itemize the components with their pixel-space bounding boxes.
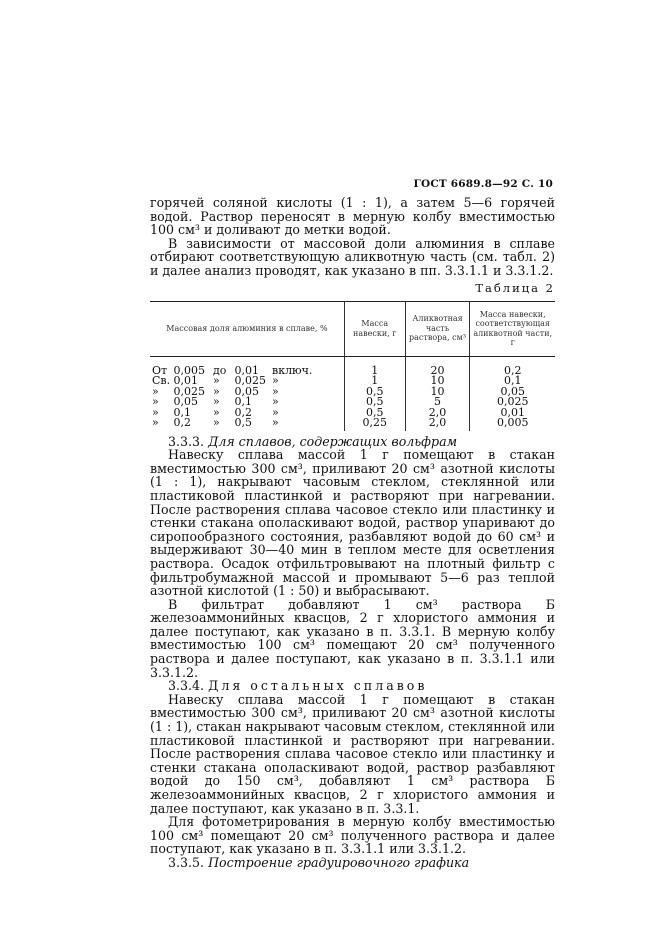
page-header: ГОСТ 6689.8—92 С. 10 — [413, 178, 553, 190]
paragraph: Навеску сплава массой 1 г помещают в стакан вместимостью 300 см³, приливают 20 см³ азотной кислоты (1 : 1), накрывают часовым стеклом, стеклянной или пластиковой пластинкой и растворяют при нагревании. После растворения сплава часовое стекло или пластинку и стенки стакана ополаскивают водой, раствор упаривают до сиропообразного состояния, разбавляют водой до 60 см³ и выдерживают 30—40 мин в теплом месте для осветления раствора. Осадок отфильтровывают на плотный фильтр с фильтробумажной массой и промывают 5—6 раз теплой азотной кислотой (1 : 50) и выбрасывают. — [150, 447, 555, 599]
section-number: 3.3.5. — [168, 854, 205, 870]
sample-mass-cell: 0,5 — [344, 408, 405, 419]
range-sep: » — [213, 395, 220, 409]
range-prefix: От — [152, 363, 168, 377]
aliquot-mass-cell: 0,01 — [470, 408, 555, 419]
table-caption: Таблица 2 — [475, 280, 555, 295]
aliquot-cell: 2,0 — [405, 408, 470, 419]
range-cell — [150, 418, 344, 431]
aliquot-mass-cell: 0,05 — [470, 387, 555, 398]
range-to: 0,05 — [234, 384, 259, 398]
aliquot-cell: 10 — [405, 376, 470, 387]
range-prefix: » — [152, 405, 159, 419]
range-suffix: » — [272, 416, 279, 430]
sample-mass-cell: 1 — [344, 356, 405, 376]
col-header-sample-mass: Масса навески, г — [344, 301, 405, 356]
range-suffix: » — [272, 405, 279, 419]
section-number: 3.3.3. — [168, 433, 205, 449]
paragraph: горячей соляной кислоты (1 : 1), а затем 5—6 горячей водой. Раствор переносят в мерную колбу вместимостью 100 см³ и доливают до метки водой. — [150, 195, 555, 238]
paragraph: Для фотометрирования в мерную колбу вместимостью 100 см³ помещают 20 см³ полученного раствора и далее поступают, как указано в п. 3.3.1.1 или 3.3.1.2. — [150, 814, 555, 857]
sample-mass-cell: 0,25 — [344, 418, 405, 431]
range-from: 0,2 — [173, 416, 191, 430]
table-row — [150, 418, 555, 431]
paragraph: В зависимости от массовой доли алюминия в сплаве отбирают соответствующую аликвотную часть (см. табл. 2) и далее анализ проводят, как указано в пп. 3.3.1.1 и 3.3.1.2. — [150, 235, 555, 278]
col-header-aluminium-fraction: Массовая доля алюминия в сплаве, % — [150, 301, 344, 356]
range-to: 0,2 — [234, 405, 252, 419]
range-prefix: » — [152, 384, 159, 398]
range-from: 0,1 — [173, 405, 191, 419]
section-heading-3-3-4 — [150, 679, 555, 693]
range-from: 0,01 — [173, 374, 198, 388]
range-to: 0,5 — [234, 416, 252, 430]
range-from: 0,005 — [173, 363, 205, 377]
section-title: Для остальных сплавов — [208, 678, 428, 694]
section-heading-3-3-3 — [150, 435, 555, 449]
range-sep: » — [213, 374, 220, 388]
range-to: 0,025 — [234, 374, 266, 388]
range-from: 0,025 — [173, 384, 205, 398]
col-header-aliquot: Аликвотная часть раствора, см³ — [405, 301, 470, 356]
range-to: 0,01 — [234, 363, 259, 377]
aliquot-cell: 10 — [405, 387, 470, 398]
range-sep: » — [213, 405, 220, 419]
aliquot-mass-cell: 0,1 — [470, 376, 555, 387]
table-2 — [150, 301, 555, 431]
range-cell — [150, 356, 344, 376]
aliquot-mass-cell: 0,025 — [470, 397, 555, 408]
paragraph: Навеску сплава массой 1 г помещают в стакан вместимостью 300 см³, приливают 20 см³ азотной кислоты (1 : 1), стакан накрывают часовым стеклом, стеклянной или пластиковой пластинкой и растворяют при нагревании. После растворения сплава часовое стекло или пластинку и стенки стакана ополаскивают водой, раствор разбавляют водой до 150 см³, добавляют 1 см³ раствора Б железоаммонийных квасцов, 2 г хлористого аммония и далее поступают, как указано в п. 3.3.1. — [150, 691, 555, 816]
range-prefix: » — [152, 395, 159, 409]
document-page — [150, 178, 555, 870]
section-heading-3-3-5 — [150, 856, 555, 870]
range-suffix: » — [272, 395, 279, 409]
table-row — [150, 356, 555, 376]
range-suffix: включ. — [272, 363, 313, 377]
aliquot-cell: 20 — [405, 356, 470, 376]
sample-mass-cell: 1 — [344, 376, 405, 387]
sample-mass-cell: 0,5 — [344, 397, 405, 408]
range-sep: » — [213, 384, 220, 398]
range-prefix: » — [152, 416, 159, 430]
section-title: Построение градуировочного графика — [208, 854, 470, 870]
range-prefix: Св. — [152, 374, 171, 388]
aliquot-cell: 2,0 — [405, 418, 470, 431]
section-number: 3.3.4. — [168, 678, 205, 694]
col-header-aliquot-mass: Масса навески, соответствующая аликвотной части, г — [470, 301, 555, 356]
section-title: Для сплавов, содержащих вольфрам — [208, 433, 458, 449]
range-sep: » — [213, 416, 220, 430]
aliquot-mass-cell: 0,005 — [470, 418, 555, 431]
range-suffix: » — [272, 384, 279, 398]
aliquot-cell: 5 — [405, 397, 470, 408]
sample-mass-cell: 0,5 — [344, 387, 405, 398]
range-sep: до — [213, 363, 227, 377]
table-header-row — [150, 301, 555, 356]
range-suffix: » — [272, 374, 279, 388]
range-to: 0,1 — [234, 395, 252, 409]
aliquot-mass-cell: 0,2 — [470, 356, 555, 376]
paragraph: В фильтрат добавляют 1 см³ раствора Б железоаммонийных квасцов, 2 г хлористого аммония и далее поступают, как указано в п. 3.3.1. В мерную колбу вместимостью 100 см³ помещают 20 см³ полученного раствора и далее поступают, как указано в п. 3.3.1.1 или 3.3.1.2. — [150, 596, 555, 680]
range-from: 0,05 — [173, 395, 198, 409]
